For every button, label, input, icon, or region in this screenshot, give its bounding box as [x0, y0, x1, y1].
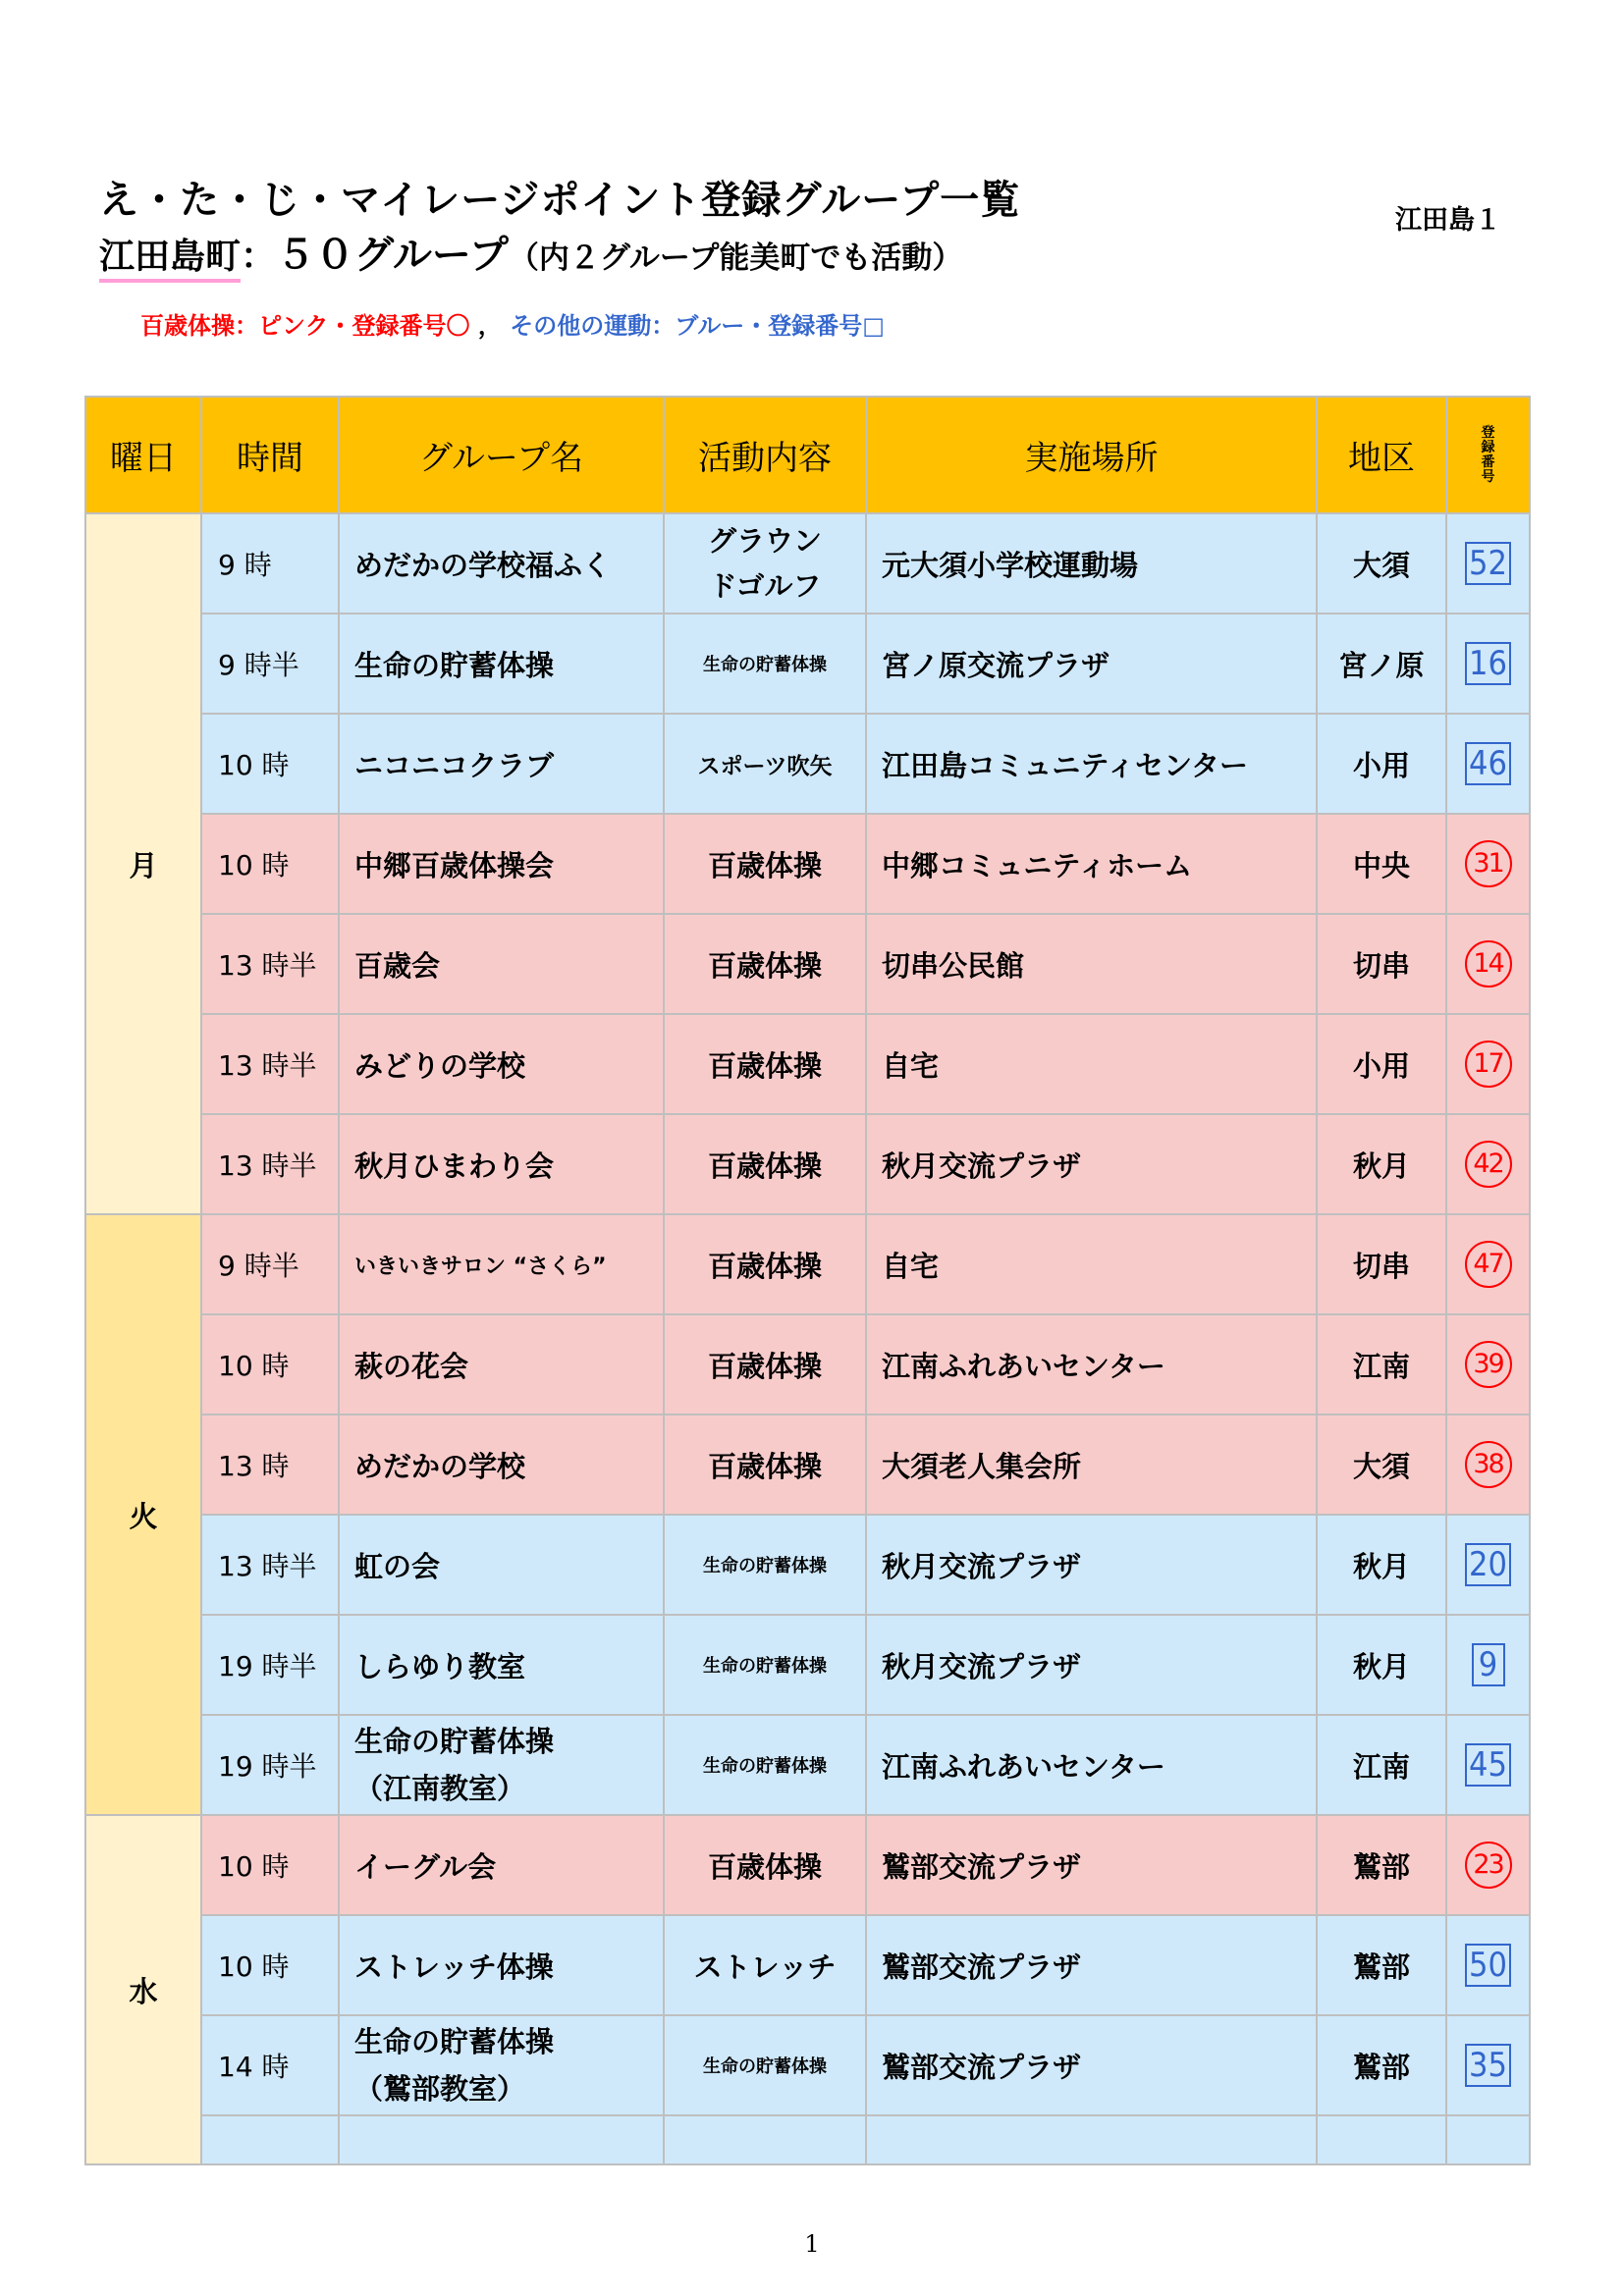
activity-cell: 生命の貯蓄体操	[664, 1615, 866, 1715]
activity-cell: 百歳体操	[664, 1014, 866, 1114]
table-row	[85, 1014, 1530, 1114]
registration-number: 14	[1465, 940, 1512, 988]
table-row	[85, 1615, 1530, 1715]
time-cell: 13 時	[201, 1415, 339, 1515]
activity-text: グラウンドゴルフ	[707, 524, 822, 603]
place-cell: 元大須小学校運動場	[866, 513, 1317, 614]
header-time: 時間	[201, 397, 339, 513]
place-cell: 鷲部交流プラザ	[866, 2015, 1317, 2115]
area-cell: 宮ノ原	[1317, 614, 1446, 714]
page-title: え・た・じ・マイレージポイント登録グループ一覧	[99, 178, 1021, 223]
area-cell: 中央	[1317, 814, 1446, 914]
group-table	[84, 396, 1531, 2165]
time-cell: 10 時	[201, 814, 339, 914]
number-cell	[1446, 1114, 1530, 1214]
registration-number: 17	[1465, 1041, 1512, 1088]
activity-cell: 生命の貯蓄体操	[664, 1715, 866, 1815]
table-row-empty	[85, 2115, 1530, 2164]
number-cell	[1446, 1715, 1530, 1815]
header-number	[1446, 397, 1530, 513]
group-name-cell: ストレッチ体操	[339, 1915, 664, 2015]
number-cell	[1446, 1014, 1530, 1114]
header-number-text: 登録番号	[1481, 424, 1495, 485]
page-subtitle	[99, 224, 962, 280]
place-cell: 自宅	[866, 1014, 1317, 1114]
table-row	[85, 2015, 1530, 2115]
group-name-cell: しらゆり教室	[339, 1615, 664, 1715]
group-name-line1: 生命の貯蓄体操	[354, 2025, 555, 2058]
time-cell: 13 時半	[201, 914, 339, 1014]
registration-number: 31	[1465, 840, 1512, 887]
header-day: 曜日	[85, 397, 201, 513]
area-cell: 切串	[1317, 1214, 1446, 1314]
time-cell: 19 時半	[201, 1715, 339, 1815]
table-row	[85, 1415, 1530, 1515]
group-name-cell: 虹の会	[339, 1515, 664, 1615]
activity-cell: 百歳体操	[664, 1314, 866, 1415]
activity-cell: 百歳体操	[664, 1815, 866, 1915]
number-cell	[1446, 1415, 1530, 1515]
color-legend	[140, 306, 885, 341]
number-cell	[1446, 1515, 1530, 1615]
day-cell-wednesday: 水	[85, 1815, 201, 2164]
activity-cell: スポーツ吹矢	[664, 714, 866, 814]
time-cell: 14 時	[201, 2015, 339, 2115]
subtitle-note: （内２グループ能美町でも活動）	[508, 240, 963, 276]
number-cell	[1446, 2015, 1530, 2115]
area-cell: 切串	[1317, 914, 1446, 1014]
time-cell: 9 時半	[201, 1214, 339, 1314]
group-name-cell: 秋月ひまわり会	[339, 1114, 664, 1214]
number-cell	[1446, 1815, 1530, 1915]
header-group: グループ名	[339, 397, 664, 513]
registration-number: 9	[1472, 1643, 1505, 1686]
time-cell: 10 時	[201, 1815, 339, 1915]
group-name-cell: イーグル会	[339, 1815, 664, 1915]
registration-number: 45	[1465, 1743, 1511, 1787]
table-row	[85, 513, 1530, 614]
place-cell: 自宅	[866, 1214, 1317, 1314]
time-cell: 10 時	[201, 1314, 339, 1415]
time-cell: 10 時	[201, 714, 339, 814]
place-cell: 中郷コミュニティホーム	[866, 814, 1317, 914]
registration-number: 52	[1465, 542, 1511, 585]
legend-pink: 百歳体操：ピンク・登録番号〇	[140, 312, 470, 340]
legend-separator: ，	[477, 312, 502, 340]
activity-cell: 百歳体操	[664, 1214, 866, 1314]
header-activity: 活動内容	[664, 397, 866, 513]
time-cell: 13 時半	[201, 1114, 339, 1214]
empty-cell	[201, 2115, 339, 2164]
group-name-cell: 中郷百歳体操会	[339, 814, 664, 914]
registration-number: 47	[1465, 1241, 1512, 1288]
activity-cell: 百歳体操	[664, 914, 866, 1014]
table-row	[85, 1214, 1530, 1314]
place-cell: 切串公民館	[866, 914, 1317, 1014]
group-name-cell: めだかの学校福ふく	[339, 513, 664, 614]
empty-cell	[664, 2115, 866, 2164]
activity-cell: ストレッチ	[664, 1915, 866, 2015]
table-row	[85, 1515, 1530, 1615]
page-id-label: 江田島１	[1395, 205, 1501, 236]
place-cell: 秋月交流プラザ	[866, 1515, 1317, 1615]
place-cell: 鷲部交流プラザ	[866, 1915, 1317, 2015]
activity-cell: 生命の貯蓄体操	[664, 614, 866, 714]
registration-number: 39	[1465, 1341, 1512, 1388]
group-name-cell	[339, 1715, 664, 1815]
registration-number: 23	[1465, 1842, 1512, 1889]
activity-cell: 生命の貯蓄体操	[664, 1515, 866, 1615]
group-name-line2: （鷲部教室）	[354, 2072, 526, 2106]
area-cell: 秋月	[1317, 1615, 1446, 1715]
number-cell	[1446, 914, 1530, 1014]
group-name-line1: 生命の貯蓄体操	[354, 1725, 555, 1758]
area-cell: 小用	[1317, 1014, 1446, 1114]
registration-number: 50	[1465, 1944, 1511, 1987]
table-row	[85, 714, 1530, 814]
place-cell: 宮ノ原交流プラザ	[866, 614, 1317, 714]
group-name-cell	[339, 2015, 664, 2115]
group-name-cell: いきいきサロン “さくら”	[339, 1214, 664, 1314]
time-cell: 9 時半	[201, 614, 339, 714]
area-cell: 小用	[1317, 714, 1446, 814]
activity-cell: 生命の貯蓄体操	[664, 2015, 866, 2115]
empty-cell	[866, 2115, 1317, 2164]
empty-cell	[339, 2115, 664, 2164]
subtitle-colon: ：	[241, 237, 277, 277]
table-row	[85, 1314, 1530, 1415]
registration-number: 16	[1465, 642, 1511, 685]
area-cell: 秋月	[1317, 1114, 1446, 1214]
number-cell	[1446, 1314, 1530, 1415]
empty-cell	[1317, 2115, 1446, 2164]
time-cell: 10 時	[201, 1915, 339, 2015]
page-number: 1	[804, 2230, 820, 2258]
day-cell-tuesday: 火	[85, 1214, 201, 1815]
number-cell	[1446, 513, 1530, 614]
area-cell: 鷲部	[1317, 2015, 1446, 2115]
town-name: 江田島町	[99, 237, 241, 283]
number-cell	[1446, 814, 1530, 914]
registration-number: 46	[1465, 742, 1511, 785]
registration-number: 38	[1465, 1441, 1512, 1488]
area-cell: 江南	[1317, 1314, 1446, 1415]
table-row	[85, 1915, 1530, 2015]
group-name-line2: （江南教室）	[354, 1772, 526, 1805]
time-cell: 13 時半	[201, 1014, 339, 1114]
registration-number: 42	[1465, 1141, 1512, 1188]
registration-number: 35	[1465, 2044, 1511, 2087]
empty-cell	[1446, 2115, 1530, 2164]
place-cell: 江南ふれあいセンター	[866, 1715, 1317, 1815]
place-cell: 江南ふれあいセンター	[866, 1314, 1317, 1415]
number-cell	[1446, 714, 1530, 814]
table-row	[85, 614, 1530, 714]
place-cell: 秋月交流プラザ	[866, 1615, 1317, 1715]
time-cell: 9 時	[201, 513, 339, 614]
activity-cell: 百歳体操	[664, 1114, 866, 1214]
table-row	[85, 814, 1530, 914]
area-cell: 大須	[1317, 1415, 1446, 1515]
group-name-cell: 生命の貯蓄体操	[339, 614, 664, 714]
time-cell: 19 時半	[201, 1615, 339, 1715]
number-cell	[1446, 1214, 1530, 1314]
number-cell	[1446, 614, 1530, 714]
table-header-row	[85, 397, 1530, 513]
header-area: 地区	[1317, 397, 1446, 513]
registration-number: 20	[1465, 1543, 1511, 1586]
activity-cell	[664, 513, 866, 614]
group-name-cell: めだかの学校	[339, 1415, 664, 1515]
table-row	[85, 914, 1530, 1014]
time-cell: 13 時半	[201, 1515, 339, 1615]
group-name-cell: みどりの学校	[339, 1014, 664, 1114]
area-cell: 鷲部	[1317, 1815, 1446, 1915]
area-cell: 大須	[1317, 513, 1446, 614]
group-count: ５０グループ	[276, 233, 509, 278]
group-name-cell: 萩の花会	[339, 1314, 664, 1415]
area-cell: 江南	[1317, 1715, 1446, 1815]
place-cell: 鷲部交流プラザ	[866, 1815, 1317, 1915]
header-place: 実施場所	[866, 397, 1317, 513]
place-cell: 大須老人集会所	[866, 1415, 1317, 1515]
group-name-cell: 百歳会	[339, 914, 664, 1014]
table-row	[85, 1715, 1530, 1815]
area-cell: 鷲部	[1317, 1915, 1446, 2015]
place-cell: 秋月交流プラザ	[866, 1114, 1317, 1214]
place-cell: 江田島コミュニティセンター	[866, 714, 1317, 814]
group-name-cell: ニコニコクラブ	[339, 714, 664, 814]
number-cell	[1446, 1915, 1530, 2015]
day-cell-monday: 月	[85, 513, 201, 1214]
legend-blue: その他の運動：ブルー・登録番号□	[510, 312, 885, 340]
activity-cell: 百歳体操	[664, 1415, 866, 1515]
area-cell: 秋月	[1317, 1515, 1446, 1615]
table-row	[85, 1815, 1530, 1915]
table-row	[85, 1114, 1530, 1214]
activity-cell: 百歳体操	[664, 814, 866, 914]
number-cell	[1446, 1615, 1530, 1715]
